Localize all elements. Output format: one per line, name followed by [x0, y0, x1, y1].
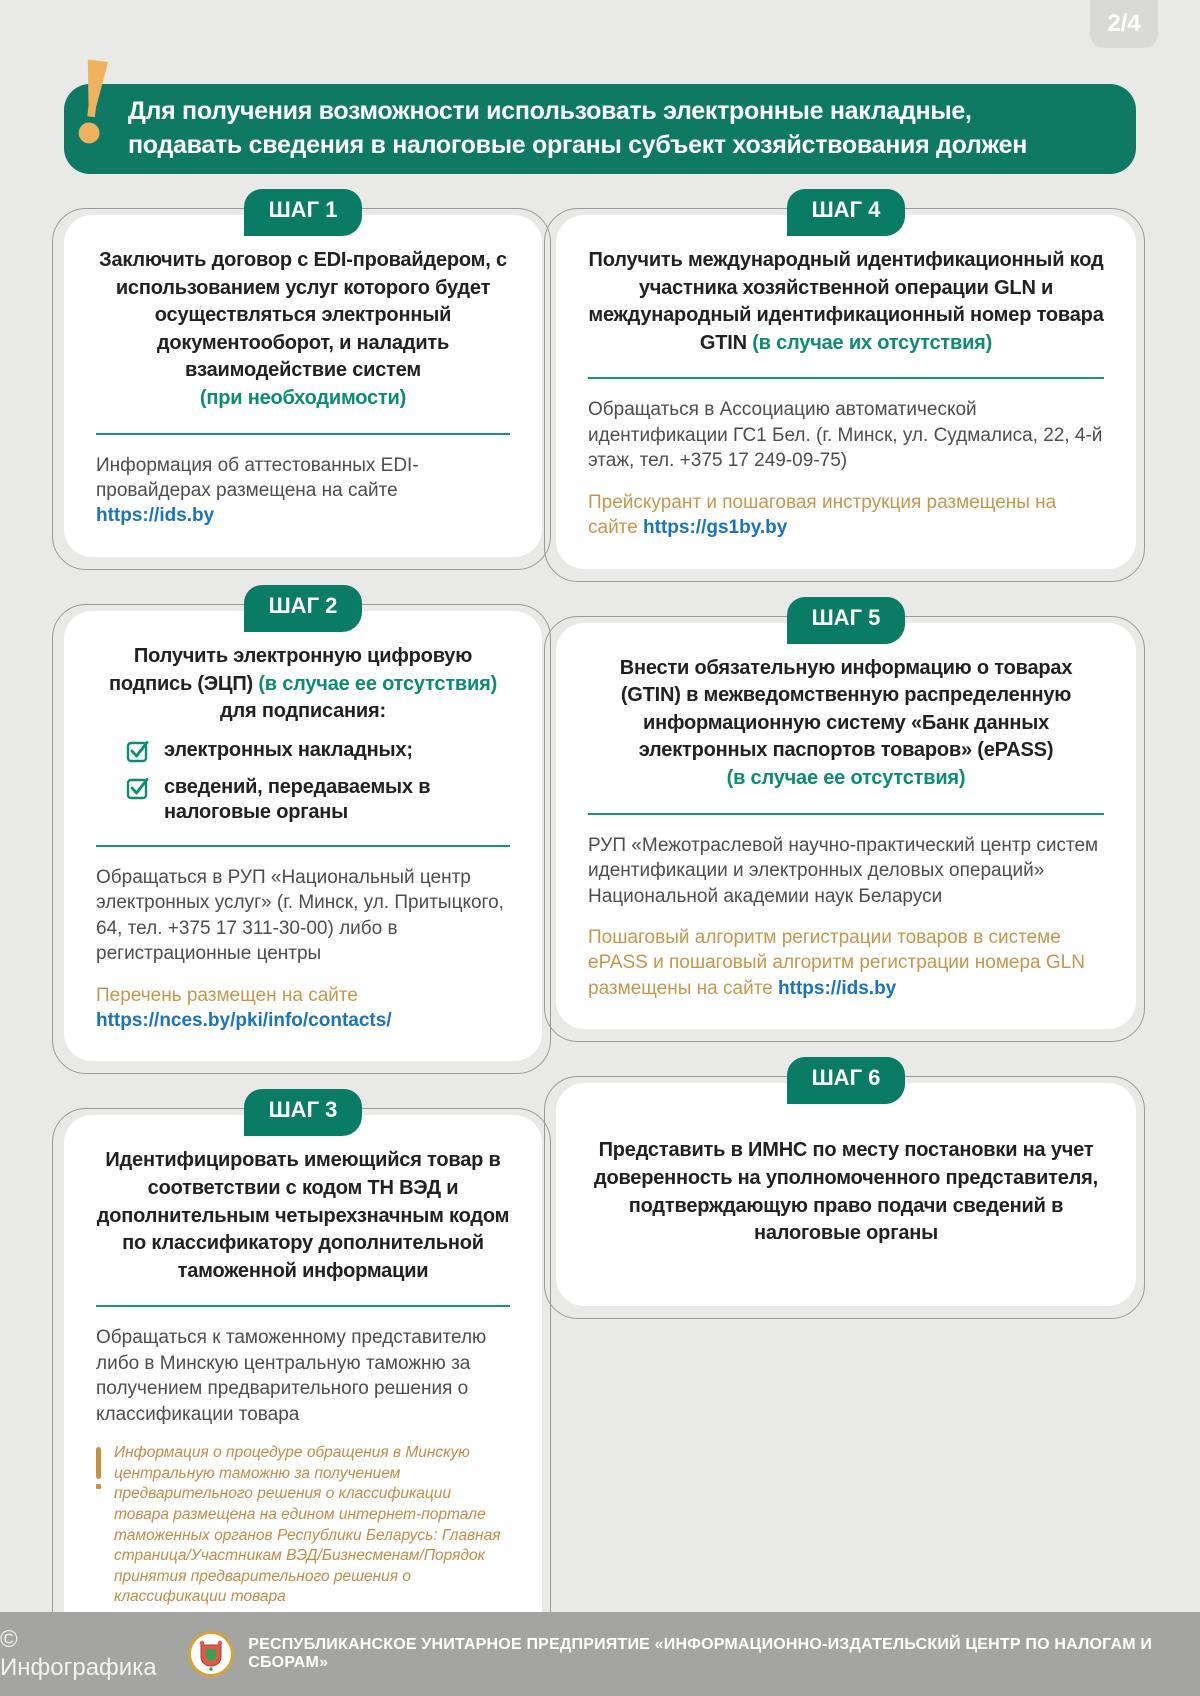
step-5-heading-accent: (в случае ее отсутствия) [726, 767, 966, 790]
step-5-tab: ШАГ 5 [787, 597, 905, 644]
header-line-2: подавать сведения в налоговые органы субъект хозяйствования должен [128, 131, 1028, 159]
checkbox-checked-icon [126, 739, 150, 763]
left-column [64, 189, 542, 1664]
step-2-note [96, 983, 510, 1034]
step-3-footnote [96, 1443, 510, 1608]
divider [96, 845, 510, 847]
step-1-heading-accent: (при необходимости) [199, 386, 407, 409]
footer-bar [0, 1612, 1200, 1696]
step-1 [64, 189, 542, 557]
step-5-note [588, 925, 1104, 1001]
step-2 [64, 585, 542, 1062]
checklist-item [126, 775, 510, 825]
step-4 [556, 189, 1136, 569]
step-3-footnote-text: Информация о процедуре обращения в Минскую центральную таможню за получением предварительного решения о классификации товара размещена на едином интернет-портале таможенных органов Республики Беларусь: Главная страница/Участникам ВЭД/Бизнесменам/Порядок принятия предварительного решения о классификации товара [114, 1444, 501, 1606]
emblem-logo [188, 1631, 234, 1677]
step-4-note [588, 490, 1104, 541]
checkbox-checked-icon [126, 776, 150, 800]
page-number: 2/4 [1107, 10, 1141, 37]
page-number-badge [1090, 0, 1158, 48]
step-4-body: Обращаться в Ассоциацию автоматической идентификации ГС1 Бел. (г. Минск, ул. Судмалиса, 22, 4-й этаж, тел. +375 17 249-09-75) [588, 399, 1103, 472]
step-4-tab: ШАГ 4 [787, 189, 905, 236]
step-4-link[interactable]: https://gs1by.by [643, 517, 788, 539]
exclamation-icon: ! [60, 35, 126, 172]
step-1-body-text: Информация об аттестованных EDI-провайдерах размещена на сайте [96, 454, 419, 502]
step-4-heading-accent: (в случае их отсутствия) [752, 331, 993, 354]
step-4-note-text: Прейскурант и пошаговая инструкция размещены на сайте [588, 491, 1057, 539]
step-3-heading: Идентифицировать имеющийся товар в соответствии с кодом ТН ВЭД и дополнительным четырехзначным кодом по классификатору дополнительной таможенной информации [96, 1149, 510, 1282]
step-3-body: Обращаться к таможенному представителю либо в Минскую центральную таможню за получением предварительного решения о классификации товара [96, 1327, 487, 1425]
step-6-card [556, 1083, 1136, 1305]
step-5-card [556, 623, 1136, 1030]
step-3 [64, 1089, 542, 1636]
divider [96, 1305, 510, 1307]
step-2-heading-accent: (в случае ее отсутствия) [258, 672, 498, 695]
step-1-tab: ШАГ 1 [244, 189, 362, 236]
step-1-body [96, 453, 510, 529]
step-2-body: Обращаться в РУП «Национальный центр электронных услуг» (г. Минск, ул. Притыцкого, 64, тел. +375 17 311-30-00) либо в регистрационные центры [96, 866, 504, 965]
header-line-1: Для получения возможности использовать электронные накладные, [128, 97, 972, 125]
checklist-item [126, 738, 510, 763]
step-2-heading-suffix: для подписания: [220, 700, 386, 723]
signing-checklist [126, 738, 510, 825]
step-4-card [556, 215, 1136, 569]
step-5-heading-text: Внести обязательную информацию о товарах (GTIN) в межведомственную распределенную информационную систему «Банк данных электронных паспортов товаров» (ePASS) [619, 656, 1073, 762]
note-exclamation-icon [96, 1443, 102, 1608]
step-2-link[interactable]: https://nces.by/pki/info/contacts/ [96, 1009, 392, 1031]
step-6-tab: ШАГ 6 [787, 1057, 905, 1104]
step-1-heading [96, 247, 510, 413]
footer-organization: РЕСПУБЛИКАНСКОЕ УНИТАРНОЕ ПРЕДПРИЯТИЕ «ИНФОРМАЦИОННО-ИЗДАТЕЛЬСКИЙ ЦЕНТР ПО НАЛОГАМ И СБОРАМ» [248, 1636, 1153, 1671]
checklist-item-label: сведений, передаваемых в налоговые органы [164, 775, 431, 823]
step-2-heading-text: Получить электронную цифровую подпись (ЭЦП) [108, 644, 473, 695]
step-4-heading [588, 247, 1104, 357]
divider [96, 433, 510, 435]
step-2-tab: ШАГ 2 [244, 585, 362, 632]
step-6-heading: Представить в ИМНС по месту постановки на учет доверенность на уполномоченного представителя, подтверждающую право подачи сведений в налоговые органы [593, 1139, 1099, 1245]
note-exclamation-dot [96, 1484, 101, 1489]
step-5-link[interactable]: https://ids.by [778, 977, 897, 999]
divider [588, 377, 1104, 379]
step-1-link[interactable]: https://ids.by [96, 505, 215, 527]
step-3-card [64, 1115, 542, 1636]
header-banner [60, 35, 1136, 174]
step-6 [556, 1057, 1136, 1305]
divider [588, 813, 1104, 815]
step-5-heading [588, 655, 1104, 793]
note-exclamation-bar [96, 1447, 101, 1479]
step-5-note-text: Пошаговый алгоритм регистрации товаров в системе ePASS и пошаговый алгоритм регистрации номера GLN размещены на сайте [588, 926, 1085, 999]
steps-columns [0, 189, 1200, 1664]
footer-copyright: © Инфографика [0, 1626, 157, 1681]
step-5 [556, 597, 1136, 1030]
step-3-tab: ШАГ 3 [244, 1089, 362, 1136]
step-1-heading-text: Заключить договор с EDI-провайдером, с использованием услуг которого будет осуществляться электронный документооборот, и наладить взаимодействие систем [99, 249, 507, 382]
step-4-heading-text: Получить международный идентификационный код участника хозяйственной операции GLN и международный идентификационный номер товара GTIN [588, 249, 1104, 354]
step-1-card [64, 215, 542, 557]
step-2-note-text: Перечень размещен на сайте [96, 984, 358, 1006]
checklist-item-label: электронных накладных; [164, 738, 413, 761]
right-column [556, 189, 1136, 1334]
step-2-heading [96, 643, 510, 726]
step-5-body: РУП «Межотраслевой научно-практический центр систем идентификации и электронных деловых операций» Национальной академии наук Беларуси [588, 834, 1099, 907]
step-2-card [64, 611, 542, 1062]
